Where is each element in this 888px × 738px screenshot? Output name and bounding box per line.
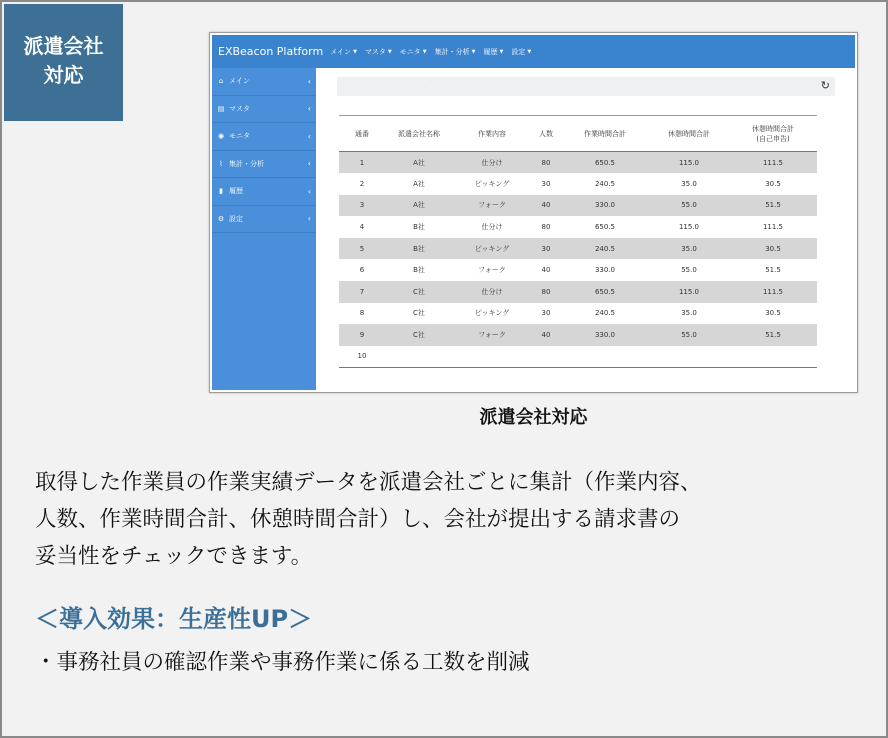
- sidebar-item-history[interactable]: [212, 178, 316, 206]
- table-cell: 650.5: [594, 223, 616, 232]
- table-header-row: [339, 116, 817, 152]
- sidebar-item-label: マスタ: [229, 104, 250, 113]
- table-cell: 5: [359, 244, 365, 253]
- table-cell: 9: [359, 331, 365, 340]
- home-icon: ⌂: [218, 77, 224, 86]
- table-cell: 6: [359, 266, 365, 275]
- table-cell: 51.5: [765, 201, 781, 210]
- table-cell: 3: [359, 201, 365, 210]
- table-cell: [649, 346, 729, 368]
- table-cell: 4: [359, 223, 365, 232]
- table-cell: B社: [413, 266, 425, 275]
- table-cell: ピッキング: [474, 179, 510, 188]
- table-cell: 仕分け: [481, 223, 503, 232]
- chevron-left-icon: ‹: [307, 76, 311, 86]
- table-cell: 330.0: [594, 331, 616, 340]
- table-cell: 30.5: [765, 244, 781, 253]
- table-row[interactable]: [339, 195, 817, 217]
- table-cell: 650.5: [594, 158, 616, 167]
- table-row[interactable]: [339, 216, 817, 238]
- table-cell: 111.5: [762, 158, 784, 167]
- table-cell: [385, 346, 453, 368]
- chevron-left-icon: ‹: [307, 186, 311, 196]
- table-row[interactable]: [339, 238, 817, 260]
- table-cell: 650.5: [594, 287, 616, 296]
- col-header-break-hours[interactable]: 休憩時間合計: [649, 116, 729, 152]
- table-cell: 30.5: [765, 179, 781, 188]
- table-cell: 40: [541, 266, 551, 275]
- topnav-item-history[interactable]: 履歴 ▼: [483, 47, 504, 56]
- table-cell: 35.0: [681, 179, 697, 188]
- badge-line-2: 対応: [43, 63, 84, 87]
- table-cell: フォーク: [478, 266, 506, 275]
- table-cell: [729, 346, 817, 368]
- table-cell: B社: [413, 223, 425, 232]
- table-cell: B社: [413, 244, 425, 253]
- table-cell: 仕分け: [481, 158, 503, 167]
- table-cell: 35.0: [681, 309, 697, 318]
- topnav-item-master[interactable]: マスタ ▼: [364, 47, 392, 56]
- table-cell: 111.5: [762, 287, 784, 296]
- sidebar-item-label: モニタ: [229, 132, 250, 141]
- effect-item: ・事務社員の確認作業や事務作業に係る工数を削減: [35, 650, 530, 675]
- table-cell: 51.5: [765, 331, 781, 340]
- table-row[interactable]: [339, 324, 817, 346]
- table-cell: 55.0: [681, 201, 697, 210]
- sidebar-item-main[interactable]: [212, 68, 316, 96]
- caret-down-icon: ▼: [353, 48, 357, 55]
- sidebar-item-label: 履歴: [229, 187, 243, 196]
- search-bar-dot: ·: [425, 84, 427, 90]
- summary-table: [339, 115, 817, 368]
- table-cell: A社: [413, 179, 425, 188]
- caret-down-icon: ▼: [387, 48, 392, 55]
- topnav-item-main[interactable]: メイン ▼: [330, 47, 357, 56]
- table-row[interactable]: [339, 281, 817, 303]
- table-cell: 80: [541, 287, 551, 296]
- table-cell: 30: [541, 179, 551, 188]
- gear-icon: ⚙: [217, 214, 225, 223]
- table-cell: 35.0: [681, 244, 697, 253]
- main-content: [316, 68, 855, 390]
- topnav-item-settings[interactable]: 設定 ▼: [511, 47, 532, 56]
- dashboard-icon: ◉: [217, 132, 225, 141]
- table-cell: 仕分け: [481, 287, 503, 296]
- table-cell: C社: [413, 331, 425, 340]
- table-cell: 2: [359, 179, 365, 188]
- topnav-item-monitor[interactable]: モニタ ▼: [399, 47, 427, 56]
- table-cell: 40: [541, 331, 551, 340]
- col-header-break-self-line2: (自己申告): [756, 134, 790, 143]
- top-nav: [330, 47, 531, 57]
- table-body: [339, 152, 817, 368]
- description-line-1: 取得した作業員の作業実績データを派遣会社ごとに集計（作業内容、: [35, 470, 702, 495]
- table-cell: ピッキング: [474, 244, 510, 253]
- file-icon: ▮: [219, 187, 223, 196]
- table-cell: 115.0: [678, 287, 700, 296]
- table-cell: フォーク: [478, 201, 506, 210]
- table-cell: 8: [359, 309, 365, 318]
- topnav-item-analysis[interactable]: 集計・分析 ▼: [434, 47, 476, 56]
- chevron-left-icon: ‹: [307, 131, 311, 141]
- table-cell: 30.5: [765, 309, 781, 318]
- col-header-break-self[interactable]: [729, 116, 817, 152]
- sidebar-item-label: 集計・分析: [229, 159, 264, 168]
- database-icon: ▤: [217, 104, 225, 113]
- col-header-task[interactable]: 作業内容: [453, 116, 531, 152]
- table-cell: 240.5: [594, 179, 616, 188]
- col-header-people[interactable]: 人数: [531, 116, 561, 152]
- chevron-left-icon: ‹: [307, 104, 311, 114]
- table-cell: 55.0: [681, 266, 697, 275]
- chart-icon: ⌇: [219, 159, 223, 168]
- table-cell: 40: [541, 201, 551, 210]
- app-header: [212, 35, 855, 68]
- table-cell: 10: [339, 346, 385, 368]
- screenshot-caption: [2, 403, 888, 429]
- table-row[interactable]: [339, 303, 817, 325]
- table-cell: [453, 346, 531, 368]
- table-cell: 111.5: [762, 223, 784, 232]
- table-row[interactable]: [339, 259, 817, 281]
- corner-badge: [4, 4, 123, 121]
- app-brand[interactable]: EXBeacon Platform: [218, 45, 324, 58]
- table-cell: A社: [413, 201, 425, 210]
- col-header-break-self-line1: 休憩時間合計: [752, 124, 794, 133]
- sidebar-item-master[interactable]: [212, 96, 316, 124]
- table-cell: 30: [541, 309, 551, 318]
- chevron-left-icon: ‹: [307, 159, 311, 169]
- table-cell: ピッキング: [474, 309, 510, 318]
- table-cell: 30: [541, 244, 551, 253]
- caret-down-icon: ▼: [422, 48, 427, 55]
- table-cell: [531, 346, 561, 368]
- caret-down-icon: ▼: [499, 48, 504, 55]
- sidebar: [212, 68, 316, 390]
- sidebar-item-label: 設定: [229, 214, 243, 223]
- sidebar-item-monitor[interactable]: [212, 123, 316, 151]
- app-screenshot: [209, 32, 858, 393]
- table-cell: 55.0: [681, 331, 697, 340]
- refresh-icon[interactable]: ↻: [820, 79, 830, 92]
- table-cell: C社: [413, 309, 425, 318]
- table-cell: フォーク: [478, 331, 506, 340]
- table-cell: 330.0: [594, 266, 616, 275]
- sidebar-item-analysis[interactable]: [212, 151, 316, 179]
- search-bar[interactable]: [337, 77, 835, 96]
- table-cell: 1: [359, 158, 365, 167]
- description: [35, 464, 865, 575]
- table-cell: 115.0: [678, 223, 700, 232]
- table-row[interactable]: [339, 346, 817, 368]
- col-header-company[interactable]: 派遣会社名称: [385, 116, 453, 152]
- description-line-2: 人数、作業時間合計、休憩時間合計）し、会社が提出する請求書の: [35, 507, 681, 532]
- sidebar-item-label: メイン: [229, 77, 250, 86]
- effect-title: ＜導入効果：生産性UP＞: [35, 605, 313, 633]
- caret-down-icon: ▼: [527, 48, 532, 55]
- table-cell: 51.5: [765, 266, 781, 275]
- table-cell: A社: [413, 158, 425, 167]
- table-cell: 330.0: [594, 201, 616, 210]
- chevron-left-icon: ‹: [307, 214, 311, 224]
- caption-text: 派遣会社対応: [479, 407, 588, 428]
- table-cell: 115.0: [678, 158, 700, 167]
- badge-line-1: 派遣会社: [23, 34, 104, 58]
- description-line-3: 妥当性をチェックできます。: [35, 544, 313, 569]
- col-header-no[interactable]: 通番: [339, 116, 385, 152]
- table-cell: [561, 346, 649, 368]
- table-cell: 240.5: [594, 244, 616, 253]
- table-row[interactable]: [339, 152, 817, 174]
- table-cell: 80: [541, 158, 551, 167]
- table-cell: 7: [359, 287, 365, 296]
- sidebar-item-settings[interactable]: [212, 206, 316, 234]
- caret-down-icon: ▼: [471, 48, 476, 55]
- table-cell: C社: [413, 287, 425, 296]
- table-cell: 80: [541, 223, 551, 232]
- table-cell: 240.5: [594, 309, 616, 318]
- col-header-work-hours[interactable]: 作業時間合計: [561, 116, 649, 152]
- table-row[interactable]: [339, 173, 817, 195]
